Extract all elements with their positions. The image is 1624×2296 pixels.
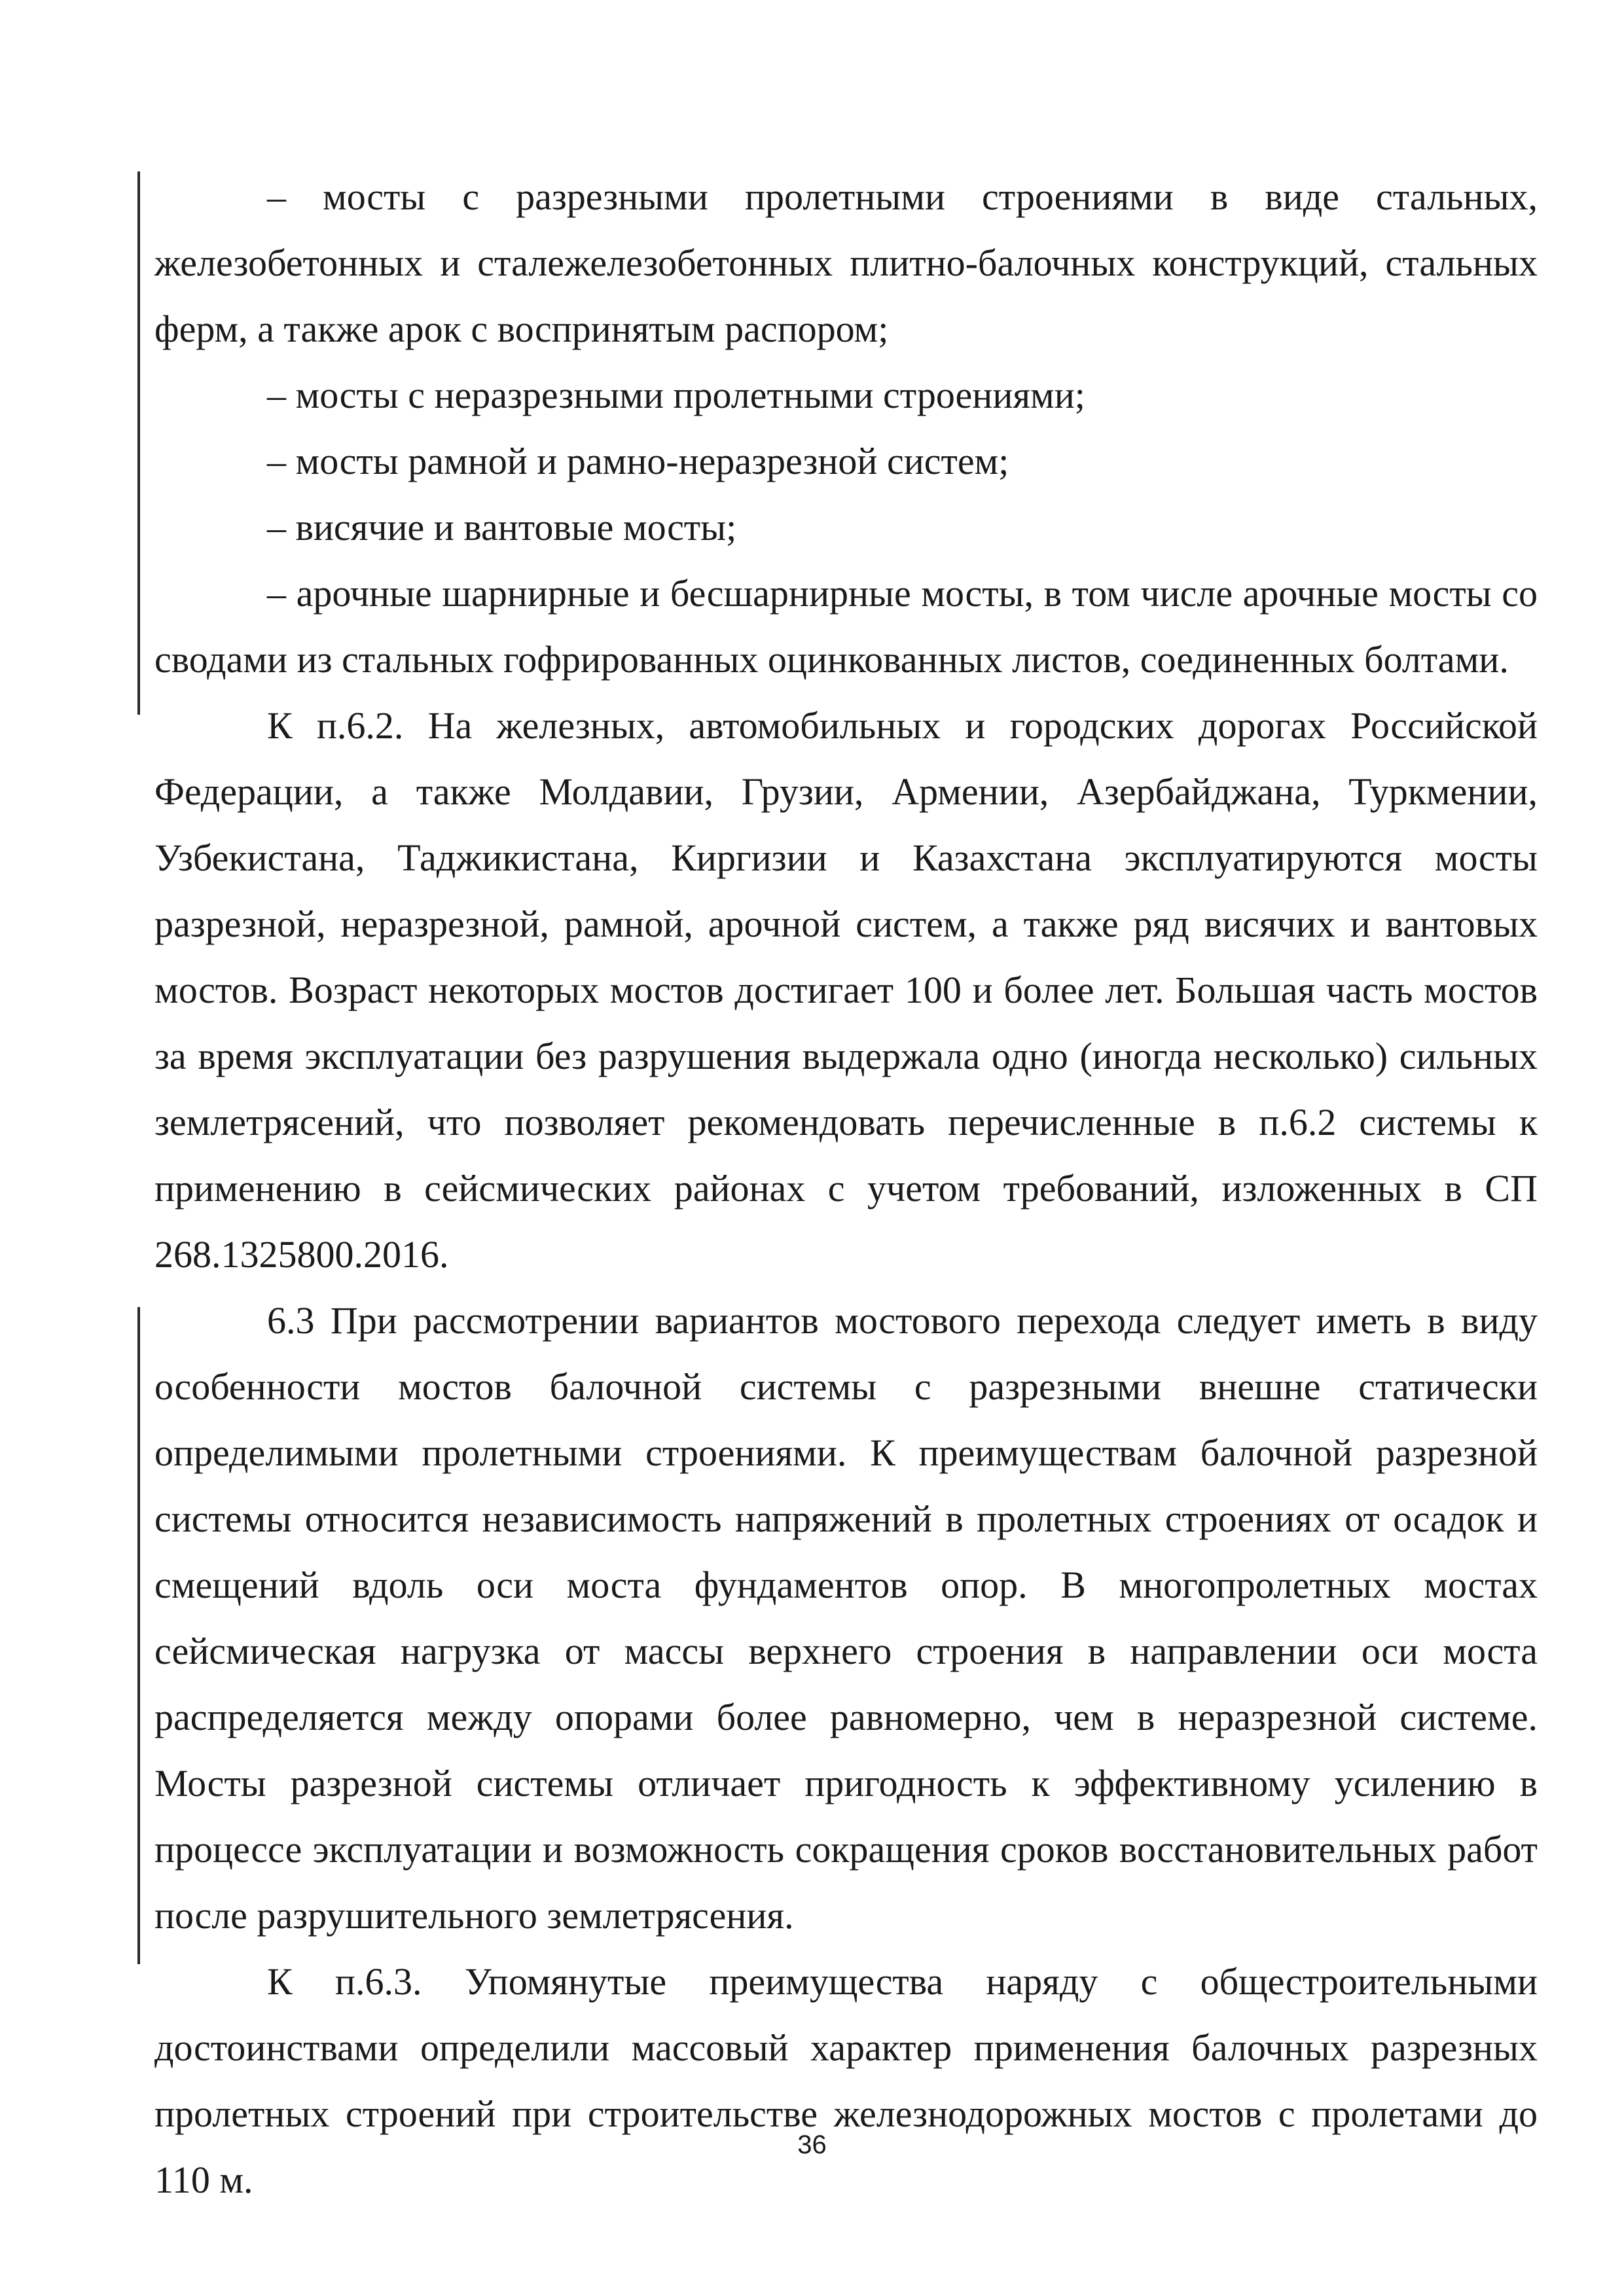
commentary-paragraph-6-3: К п.6.3. Упомянутые преимущества наряду с общестроительными достоинствами определили массовый характер применения балочных разрезных пролетных строений при строительстве железнодорожных мостов с пролетами до 110 м. [154, 1960, 1538, 2201]
bridge-type-list-item: – висячие и вантовые мосты; [267, 506, 737, 548]
bridge-type-list-item: – арочные шарнирные и бесшарнирные мосты, в том числе арочные мосты со сводами из стальных гофрированных оцинкованных листов, соединенных болтами. [154, 572, 1538, 681]
section-paragraph-6-3: 6.3 При рассмотрении вариантов мостового перехода следует иметь в виду особенности мостов балочной системы с разрезными внешне статически определимыми пролетными строениями. К преимуществам балочной разрезной системы относится независимость напряжений в пролетных строениях от осадок и смещений вдоль оси моста фундаментов опор. В многопролетных мостах сейсмическая нагрузка от массы верхнего строения в направлении оси моста распределяется между опорами более равномерно, чем в неразрезной системе. Мосты разрезной системы отличает пригодность к эффективному усилению в процессе эксплуатации и возможность сокращения сроков восстановительных работ после разрушительного землетрясения. [154, 1299, 1538, 1937]
bridge-type-list-item: – мосты рамной и рамно-неразрезной систем; [267, 440, 1009, 482]
page-number: 36 [797, 2130, 827, 2159]
bridge-type-list-item: – мосты с неразрезными пролетными строениями; [267, 374, 1085, 416]
change-bar-1 [137, 171, 140, 715]
commentary-paragraph-6-2: К п.6.2. На железных, автомобильных и городских дорогах Российской Федерации, а также Молдавии, Грузии, Армении, Азербайджана, Туркмении, Узбекистана, Таджикистана, Киргизии и Казахстана эксплуатируются мосты разрезной, неразрезной, рамной, арочной систем, а также ряд висячих и вантовых мостов. Возраст некоторых мостов достигает 100 и более лет. Большая часть мостов за время эксплуатации без разрушения выдержала одно (иногда несколько) сильных землетрясений, что позволяет рекомендовать перечисленные в п.6.2 системы к применению в сейсмических районах с учетом требований, изложенных в СП 268.1325800.2016. [154, 704, 1538, 1276]
bridge-type-list-item: – мосты с разрезными пролетными строениями в виде стальных, железобетонных и сталежелезобетонных плитно-балочных конструкций, стальных ферм, а также арок с воспринятым распором; [154, 175, 1538, 350]
change-bar-2 [137, 1307, 140, 1964]
